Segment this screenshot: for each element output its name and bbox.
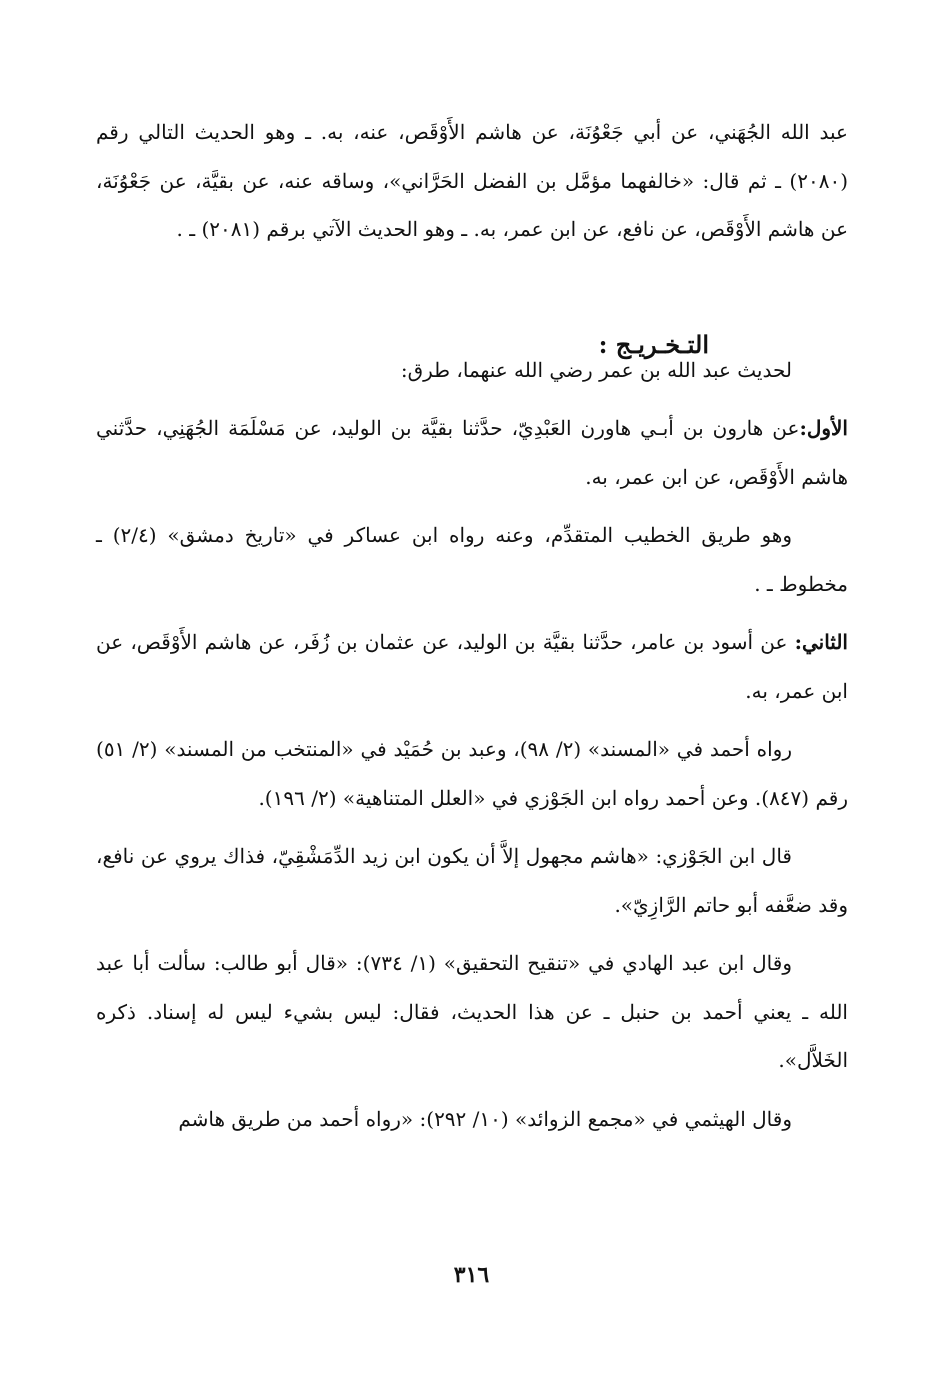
- section-heading: التـخـريـج :: [598, 330, 709, 359]
- paragraph-ibn-abd-alhadi: [96, 939, 848, 1085]
- paragraph-second-route: [96, 618, 848, 715]
- paragraph-routes-intro: [96, 346, 848, 395]
- paragraph-text: قال ابن الجَوْزي: «هاشم مجهول إلاَّ أن يكون ابن زيد الدِّمَشْقِيّ، فذاك يروي عن نافع، وقد ضعَّفه أبو حاتم الرَّازِيّ».: [96, 844, 848, 917]
- main-text-block: [96, 108, 848, 1143]
- intro-paragraph: عبد الله الجُهَني، عن أبي جَعْوُنَة، عن هاشم الأَوْقَص، عنه، به. ـ وهو الحديث التالي رقم (٢٠٨٠) ـ ثم قال: «خالفهما مؤمَّل بن الفضل الحَرَّاني»، وساقه عنه، عن بقيَّة، عن جَعْوُنَة، عن هاشم الأَوْقَص، عن نافع، عن ابن عمر، به. ـ وهو الحديث الآتي برقم (٢٠٨١) ـ .: [96, 120, 848, 241]
- page-number: ٣١٦: [453, 1262, 490, 1288]
- paragraph-khatib-note: [96, 511, 848, 608]
- paragraph-ibn-jawzi: [96, 832, 848, 929]
- paragraph-first-route: [96, 404, 848, 501]
- heading-spacer: [96, 254, 848, 346]
- paragraph-ahmad-sources: [96, 725, 848, 822]
- paragraph-text: وهو طريق الخطيب المتقدِّم، وعنه رواه ابن عساكر في «تاريخ دمشق» (٢/٤) ـ مخطوط ـ .: [96, 523, 848, 596]
- paragraph-text: وقال الهيثمي في «مجمع الزوائد» (١٠/ ٢٩٢): «رواه أحمد من طريق هاشم: [178, 1106, 792, 1131]
- paragraph-text: رواه أحمد في «المسند» (٢/ ٩٨)، وعبد بن حُمَيْد في «المنتخب من المسند» (٢/ ٥١) رقم (٨٤٧). وعن أحمد رواه ابن الجَوْزي في «العلل المتناهية» (٢/ ١٩٦).: [96, 737, 848, 810]
- paragraph-text: وقال ابن عبد الهادي في «تنقيح التحقيق» (١/ ٧٣٤): «قال أبو طالب: سألت أبا عبد الله ـ يعني أحمد بن حنبل ـ عن هذا الحديث، فقال: ليس بشيء ليس له إسناد. ذكره الخَلاَّل».: [96, 951, 848, 1072]
- paragraph-text: عن هارون بن أبـي هاورن العَبْدِيّ، حدَّثنا بقيَّة بن الوليد، عن مَسْلَمَة الجُهَنِي، حدَّثني هاشم الأَوْقَص، عن ابن عمر، به.: [96, 416, 848, 489]
- paragraph-text: لحديث عبد الله بن عمر رضي الله عنهما، طرق:: [400, 357, 792, 382]
- paragraph-label: الأول:: [799, 416, 848, 440]
- paragraph-text: عن أسود بن عامر، حدَّثنا بقيَّة بن الوليد، عن عثمان بن زُفَر، عن هاشم الأَوْقَص، عن ابن عمر، به.: [96, 630, 848, 703]
- paragraph-label: الثاني:: [794, 630, 848, 654]
- paragraph-haythami: [96, 1095, 848, 1144]
